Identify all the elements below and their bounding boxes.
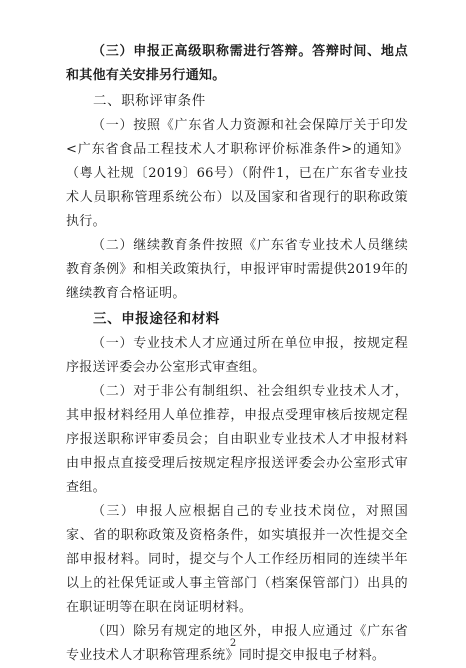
paragraph-electronic-submission: （四）除另有规定的地区外，申报人应通过《广东省专业技术人才职称管理系统》同时提交申报电子材料。	[66, 624, 408, 663]
paragraph-continuing-education: （二）继续教育条件按照《广东省专业技术人员继续教育条例》和相关政策执行，申报评审时需提供2019年的继续教育合格证明。	[66, 238, 408, 301]
page-number: 2	[229, 638, 237, 649]
section-heading-evaluation-conditions: 二、职称评审条件	[93, 93, 206, 109]
paragraph-evaluation-standard: （一）按照《广东省人力资源和社会保障厅关于印发<广东省食品工程技术人才职称评价标准条件>的通知》（粤人社规〔2019〕66号）（附件1，已在广东省专业技术人员职称管理系统公布）以及国家和省现行的职称政策执行。	[66, 118, 408, 229]
paragraph-defense-notice: （三）申报正高级职称需进行答辩。答辩时间、地点和其他有关安排另行通知。	[66, 44, 408, 83]
paragraph-unit-application: （一）专业技术人才应通过所在单位申报，按规定程序报送评委会办公室形式审查组。	[66, 336, 408, 375]
paragraph-non-public-application: （二）对于非公有制组织、社会组织专业技术人才，其申报材料经用人单位推荐，申报点受理审核后按规定程序报送职称评审委员会；自由职业专业技术人才申报材料由申报点直接受理后按规定程序报送评委会办公室形式审查组。	[66, 384, 408, 495]
paragraph-submission-materials: （三）申报人应根据自己的专业技术岗位，对照国家、省的职称政策及资格条件，如实填报并一次性提交全部申报材料。同时，提交与个人工作经历相同的连续半年以上的社保凭证或人事主管部门（档案保管部门）出具的在职证明等在职在岗证明材料。	[66, 504, 408, 615]
section-heading-application-channels: 三、申报途径和材料	[93, 311, 220, 327]
